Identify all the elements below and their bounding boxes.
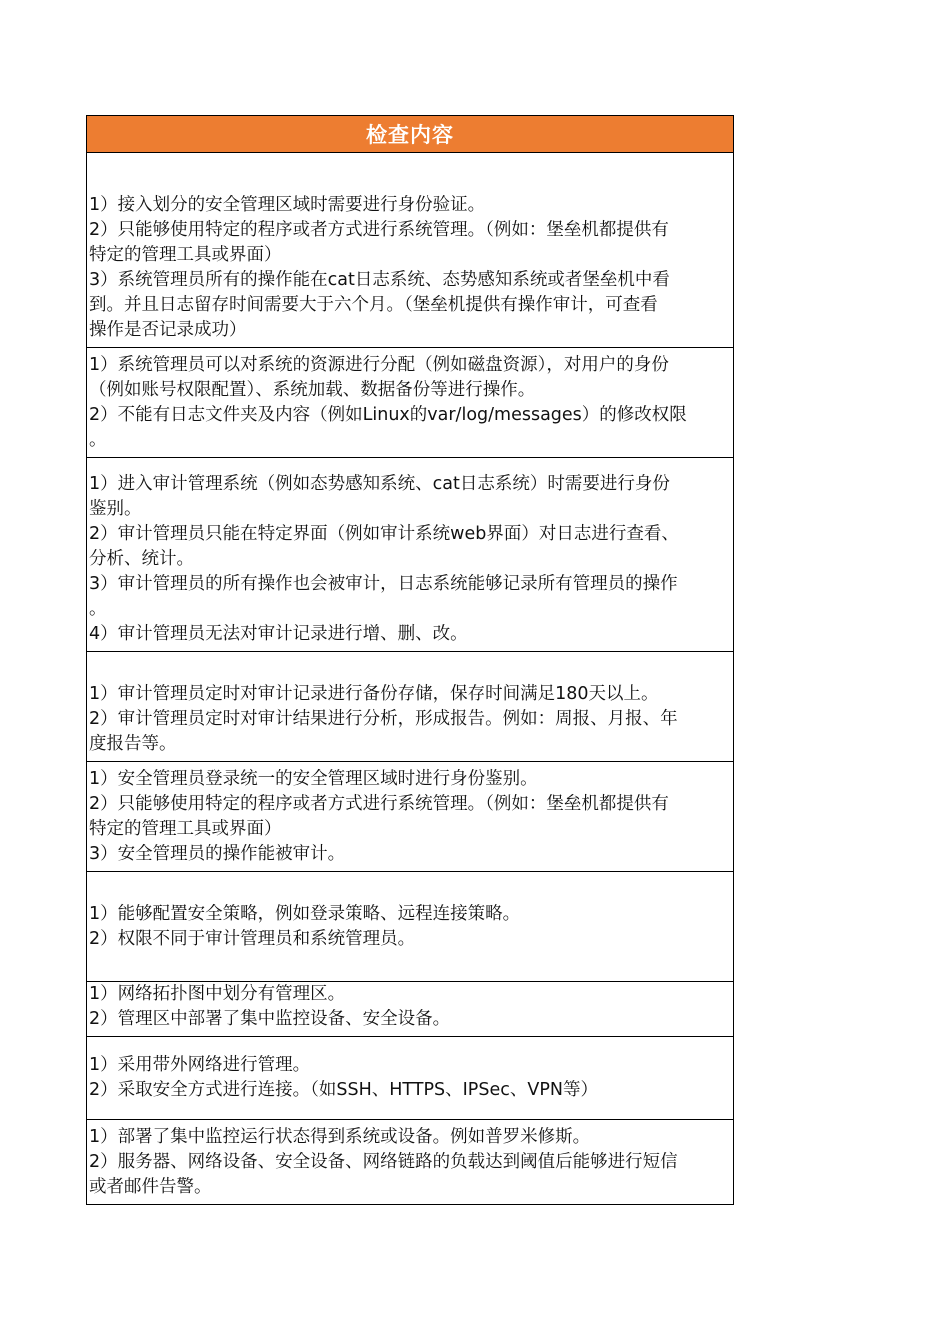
row-line: 1）能够配置安全策略，例如登录策略、远程连接策略。 [89, 903, 521, 924]
row-line: 2）管理区中部署了集中监控设备、安全设备。 [89, 1009, 451, 1029]
table-row [87, 1037, 733, 1120]
row-line: 2）不能有日志文件夹及内容（例如Linux的var/log/messages）的修改权限 [89, 405, 687, 425]
row-line: 1）审计管理员定时对审计记录进行备份存储，保存时间满足180天以上。 [89, 684, 659, 704]
row-line: 4）审计管理员无法对审计记录进行增、删、改。 [89, 624, 468, 644]
table-row [87, 982, 733, 1037]
row-line: 1）部署了集中监控运行状态得到系统或设备。例如普罗米修斯。 [89, 1127, 591, 1147]
table-header [87, 116, 733, 153]
row-line: 1）安全管理员登录统一的安全管理区域时进行身份鉴别。 [89, 769, 538, 789]
row-line: 特定的管理工具或界面） [89, 819, 282, 839]
row-line: 度报告等。 [89, 734, 177, 754]
table-row [87, 872, 733, 982]
row-line: 3）系统管理员所有的操作能在cat日志系统、态势感知系统或者堡垒机中看 [89, 270, 670, 290]
table-row [87, 1120, 733, 1204]
table-row [87, 458, 733, 652]
row-line: 3）审计管理员的所有操作也会被审计，日志系统能够记录所有管理员的操作 [89, 574, 678, 594]
table-row [87, 762, 733, 872]
table-row [87, 348, 733, 458]
row-line: 2）只能够使用特定的程序或者方式进行系统管理。（例如：堡垒机都提供有 [89, 220, 669, 240]
row-line: 2）采取安全方式进行连接。（如SSH、HTTPS、IPSec、VPN等） [89, 1080, 598, 1100]
row-line: 特定的管理工具或界面） [89, 245, 282, 265]
table-row [87, 652, 733, 762]
row-line: 2）审计管理员只能在特定界面（例如审计系统web界面）对日志进行查看、 [89, 524, 679, 544]
row-line: 2）服务器、网络设备、安全设备、网络链路的负载达到阈值后能够进行短信 [89, 1152, 678, 1172]
row-line: 到。并且日志留存时间需要大于六个月。（堡垒机提供有操作审计，可查看 [89, 295, 658, 315]
row-line: 2）权限不同于审计管理员和系统管理员。 [89, 928, 416, 949]
row-line: 2）只能够使用特定的程序或者方式进行系统管理。（例如：堡垒机都提供有 [89, 794, 669, 814]
row-line: 分析、统计。 [89, 549, 194, 569]
check-content-table [86, 115, 734, 1205]
row-line: 3）安全管理员的操作能被审计。 [89, 844, 346, 864]
header-title: 检查内容 [366, 123, 454, 147]
row-line: 1）采用带外网络进行管理。 [89, 1055, 311, 1075]
row-line: 1）系统管理员可以对系统的资源进行分配（例如磁盘资源），对用户的身份 [89, 355, 669, 375]
row-line: 。 [89, 430, 107, 450]
row-line: 2）审计管理员定时对审计结果进行分析，形成报告。例如：周报、月报、年 [89, 709, 678, 729]
row-line: 或者邮件告警。 [89, 1177, 212, 1197]
row-line: （例如账号权限配置）、系统加载、数据备份等进行操作。 [89, 380, 536, 400]
row-line: 1）接入划分的安全管理区域时需要进行身份验证。 [89, 195, 486, 215]
row-line: 1）进入审计管理系统（例如态势感知系统、cat日志系统）时需要进行身份 [89, 474, 670, 494]
row-line: 操作是否记录成功） [89, 320, 247, 340]
row-line: 鉴别。 [89, 499, 142, 519]
row-line: 。 [89, 599, 107, 619]
row-line: 1）网络拓扑图中划分有管理区。 [89, 984, 346, 1004]
table-row [87, 153, 733, 348]
